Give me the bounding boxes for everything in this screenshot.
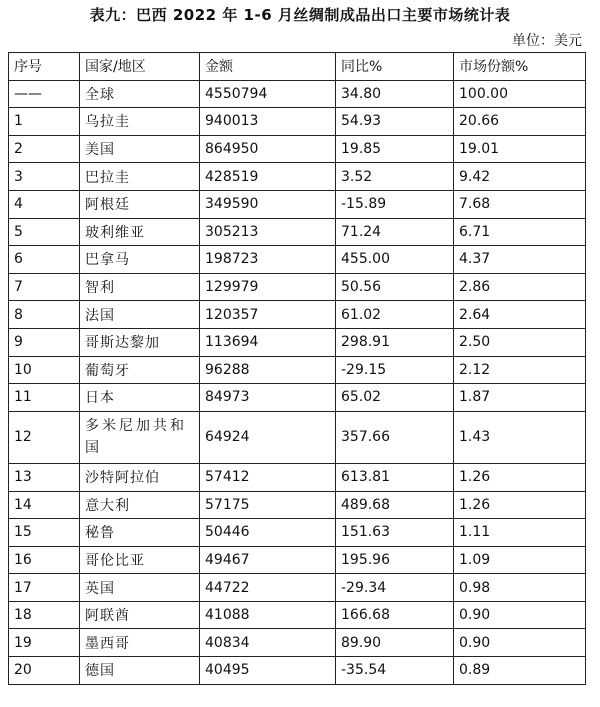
share-cell: 0.89 bbox=[454, 657, 586, 685]
amount-cell: 50446 bbox=[200, 519, 336, 547]
amount-cell: 84973 bbox=[200, 384, 336, 412]
amount-cell: 864950 bbox=[200, 135, 336, 163]
yoy-cell: 71.24 bbox=[336, 218, 454, 246]
table-row bbox=[9, 301, 586, 329]
share-cell: 1.43 bbox=[454, 411, 586, 463]
table-body bbox=[9, 80, 586, 684]
share-cell: 0.98 bbox=[454, 574, 586, 602]
header-cell-region: 国家/地区 bbox=[80, 53, 200, 81]
export-market-table bbox=[8, 52, 586, 685]
index-cell: 15 bbox=[9, 519, 80, 547]
table-row bbox=[9, 273, 586, 301]
table-row bbox=[9, 135, 586, 163]
region-cell: 全球 bbox=[80, 80, 200, 108]
index-cell: 17 bbox=[9, 574, 80, 602]
yoy-cell: 3.52 bbox=[336, 163, 454, 191]
share-cell: 7.68 bbox=[454, 190, 586, 218]
region-cell: 哥伦比亚 bbox=[80, 546, 200, 574]
table-row bbox=[9, 601, 586, 629]
region-cell: 巴拉圭 bbox=[80, 163, 200, 191]
share-cell: 0.90 bbox=[454, 629, 586, 657]
header-cell-index: 序号 bbox=[9, 53, 80, 81]
table-row bbox=[9, 218, 586, 246]
index-cell: 2 bbox=[9, 135, 80, 163]
region-cell: 德国 bbox=[80, 657, 200, 685]
table-row bbox=[9, 629, 586, 657]
yoy-cell: 89.90 bbox=[336, 629, 454, 657]
index-cell: 19 bbox=[9, 629, 80, 657]
share-cell: 1.87 bbox=[454, 384, 586, 412]
share-cell: 2.12 bbox=[454, 356, 586, 384]
share-cell: 2.64 bbox=[454, 301, 586, 329]
index-cell: 4 bbox=[9, 190, 80, 218]
yoy-cell: -29.15 bbox=[336, 356, 454, 384]
region-cell: 意大利 bbox=[80, 491, 200, 519]
amount-cell: 96288 bbox=[200, 356, 336, 384]
yoy-cell: -35.54 bbox=[336, 657, 454, 685]
yoy-cell: 34.80 bbox=[336, 80, 454, 108]
table-row bbox=[9, 80, 586, 108]
table-row bbox=[9, 190, 586, 218]
table-row bbox=[9, 546, 586, 574]
table-row bbox=[9, 463, 586, 491]
region-cell: 乌拉圭 bbox=[80, 108, 200, 136]
index-cell: 3 bbox=[9, 163, 80, 191]
table-row bbox=[9, 574, 586, 602]
table-row bbox=[9, 356, 586, 384]
yoy-cell: 50.56 bbox=[336, 273, 454, 301]
region-cell: 巴拿马 bbox=[80, 246, 200, 274]
table-row bbox=[9, 657, 586, 685]
header-cell-share: 市场份额% bbox=[454, 53, 586, 81]
table-row bbox=[9, 384, 586, 412]
yoy-cell: 195.96 bbox=[336, 546, 454, 574]
region-cell: 英国 bbox=[80, 574, 200, 602]
amount-cell: 44722 bbox=[200, 574, 336, 602]
yoy-cell: 613.81 bbox=[336, 463, 454, 491]
index-cell: 14 bbox=[9, 491, 80, 519]
share-cell: 2.50 bbox=[454, 328, 586, 356]
index-cell: 11 bbox=[9, 384, 80, 412]
yoy-cell: 54.93 bbox=[336, 108, 454, 136]
table-row bbox=[9, 519, 586, 547]
share-cell: 1.26 bbox=[454, 463, 586, 491]
amount-cell: 428519 bbox=[200, 163, 336, 191]
table-title: 表九：巴西 2022 年 1-6 月丝绸制成品出口主要市场统计表 bbox=[89, 6, 511, 24]
yoy-cell: 298.91 bbox=[336, 328, 454, 356]
share-cell: 100.00 bbox=[454, 80, 586, 108]
amount-cell: 349590 bbox=[200, 190, 336, 218]
share-cell: 1.11 bbox=[454, 519, 586, 547]
region-cell: 多米尼加共和国 bbox=[80, 411, 200, 463]
share-cell: 9.42 bbox=[454, 163, 586, 191]
region-cell: 玻利维亚 bbox=[80, 218, 200, 246]
region-cell: 哥斯达黎加 bbox=[80, 328, 200, 356]
amount-cell: 305213 bbox=[200, 218, 336, 246]
index-cell: 10 bbox=[9, 356, 80, 384]
amount-cell: 120357 bbox=[200, 301, 336, 329]
share-cell: 6.71 bbox=[454, 218, 586, 246]
region-cell: 阿根廷 bbox=[80, 190, 200, 218]
amount-cell: 113694 bbox=[200, 328, 336, 356]
amount-cell: 4550794 bbox=[200, 80, 336, 108]
yoy-cell: 166.68 bbox=[336, 601, 454, 629]
region-cell: 智利 bbox=[80, 273, 200, 301]
yoy-cell: 489.68 bbox=[336, 491, 454, 519]
unit-label: 单位：美元 bbox=[512, 33, 582, 49]
table-row bbox=[9, 491, 586, 519]
share-cell: 20.66 bbox=[454, 108, 586, 136]
region-cell: 阿联酋 bbox=[80, 601, 200, 629]
index-cell: 12 bbox=[9, 411, 80, 463]
index-cell: 8 bbox=[9, 301, 80, 329]
amount-cell: 40495 bbox=[200, 657, 336, 685]
table-row bbox=[9, 328, 586, 356]
yoy-cell: 61.02 bbox=[336, 301, 454, 329]
index-cell: —— bbox=[9, 80, 80, 108]
amount-cell: 41088 bbox=[200, 601, 336, 629]
index-cell: 13 bbox=[9, 463, 80, 491]
header-cell-amount: 金额 bbox=[200, 53, 336, 81]
amount-cell: 57412 bbox=[200, 463, 336, 491]
region-cell: 美国 bbox=[80, 135, 200, 163]
table-row bbox=[9, 163, 586, 191]
yoy-cell: 455.00 bbox=[336, 246, 454, 274]
table-header-row bbox=[9, 53, 586, 81]
share-cell: 1.26 bbox=[454, 491, 586, 519]
region-cell: 法国 bbox=[80, 301, 200, 329]
region-cell: 沙特阿拉伯 bbox=[80, 463, 200, 491]
table-row bbox=[9, 246, 586, 274]
index-cell: 1 bbox=[9, 108, 80, 136]
share-cell: 2.86 bbox=[454, 273, 586, 301]
region-cell: 墨西哥 bbox=[80, 629, 200, 657]
index-cell: 7 bbox=[9, 273, 80, 301]
amount-cell: 57175 bbox=[200, 491, 336, 519]
index-cell: 6 bbox=[9, 246, 80, 274]
index-cell: 18 bbox=[9, 601, 80, 629]
index-cell: 5 bbox=[9, 218, 80, 246]
amount-cell: 129979 bbox=[200, 273, 336, 301]
amount-cell: 49467 bbox=[200, 546, 336, 574]
index-cell: 16 bbox=[9, 546, 80, 574]
share-cell: 19.01 bbox=[454, 135, 586, 163]
yoy-cell: 65.02 bbox=[336, 384, 454, 412]
share-cell: 1.09 bbox=[454, 546, 586, 574]
index-cell: 9 bbox=[9, 328, 80, 356]
index-cell: 20 bbox=[9, 657, 80, 685]
amount-cell: 198723 bbox=[200, 246, 336, 274]
amount-cell: 64924 bbox=[200, 411, 336, 463]
yoy-cell: 19.85 bbox=[336, 135, 454, 163]
share-cell: 0.90 bbox=[454, 601, 586, 629]
amount-cell: 40834 bbox=[200, 629, 336, 657]
region-cell: 秘鲁 bbox=[80, 519, 200, 547]
region-cell: 葡萄牙 bbox=[80, 356, 200, 384]
yoy-cell: -15.89 bbox=[336, 190, 454, 218]
table-row bbox=[9, 411, 586, 463]
yoy-cell: -29.34 bbox=[336, 574, 454, 602]
table-row bbox=[9, 108, 586, 136]
region-cell: 日本 bbox=[80, 384, 200, 412]
yoy-cell: 357.66 bbox=[336, 411, 454, 463]
header-cell-yoy: 同比% bbox=[336, 53, 454, 81]
share-cell: 4.37 bbox=[454, 246, 586, 274]
yoy-cell: 151.63 bbox=[336, 519, 454, 547]
amount-cell: 940013 bbox=[200, 108, 336, 136]
